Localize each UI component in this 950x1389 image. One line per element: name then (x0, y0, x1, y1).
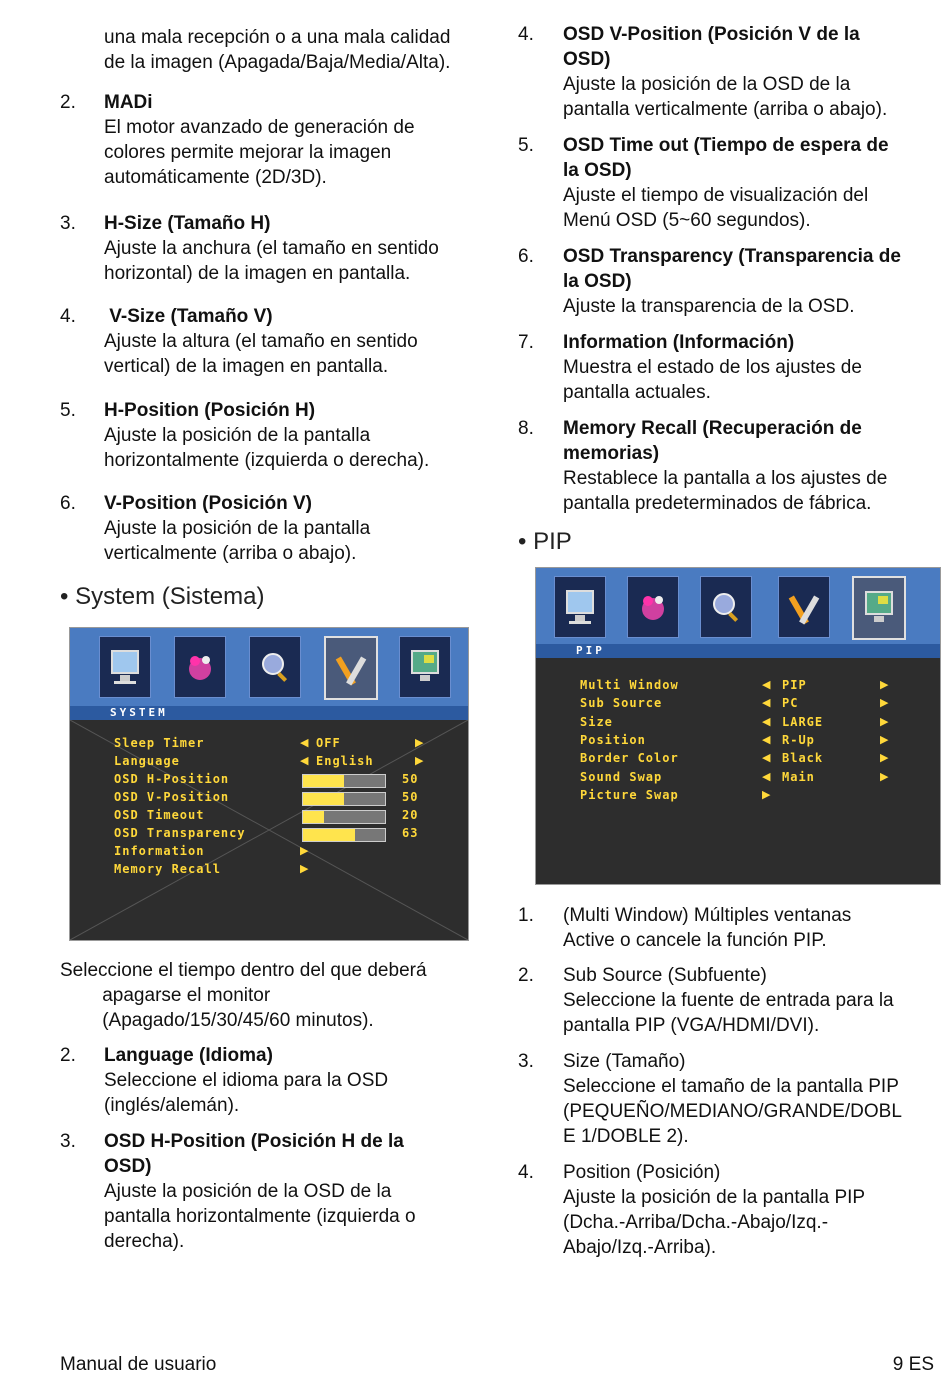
item-number: 3. (518, 1051, 534, 1072)
item-desc: El motor avanzado de generación de colores permite mejorar la imagen automáticamente (2D/3D). (104, 117, 415, 188)
item-desc: Ajuste la posición de la OSD de la pantalla verticalmente (arriba o abajo). (563, 74, 888, 120)
osd-row-label[interactable]: OSD H-Position (114, 772, 230, 786)
pip-monitor-icon (852, 576, 906, 640)
osd-row-label[interactable]: OSD Timeout (114, 808, 205, 822)
item-desc: Restablece la pantalla a los ajustes de pantalla predeterminados de fábrica. (563, 468, 888, 514)
item-desc: Ajuste la anchura (el tamaño en sentido horizontal) de la imagen en pantalla. (104, 238, 439, 284)
osd-icon-strip (70, 628, 468, 706)
osd-row-label[interactable]: Multi Window (580, 678, 679, 692)
arrow-right-icon[interactable]: ▶ (300, 863, 309, 875)
item-number: 2. (60, 92, 76, 113)
item-desc: Ajuste el tiempo de visualización del Menú OSD (5~60 segundos). (563, 185, 869, 231)
item-number: 2. (518, 965, 534, 986)
osd-row-value: 50 (402, 790, 419, 804)
item-title: Information (Información) (563, 332, 795, 353)
arrow-left-icon[interactable]: ◀ (762, 715, 771, 728)
pip-osd-screenshot (535, 567, 941, 885)
osd-slider[interactable] (302, 774, 386, 788)
pip-monitor-icon (399, 636, 451, 698)
item-number: 4. (60, 306, 76, 327)
item-title: OSD H-Position (Posición H de la OSD) (104, 1131, 404, 1177)
item-title: V-Position (Posición V) (104, 493, 312, 514)
pip-heading: • PIP (518, 528, 572, 555)
item-desc: Ajuste la posición de la OSD de la pantalla horizontalmente (izquierda o derecha). (104, 1181, 416, 1252)
item-title: OSD V-Position (Posición V de la OSD) (563, 24, 860, 70)
item-number: 2. (60, 1045, 76, 1066)
osd-row-value: PC (782, 696, 799, 711)
osd-row-label[interactable]: Language (114, 754, 180, 768)
arrow-left-icon[interactable]: ◀ (762, 752, 771, 765)
arrow-left-icon[interactable]: ◀ (762, 697, 771, 710)
arrow-right-icon[interactable]: ▶ (880, 715, 889, 728)
item-desc: Ajuste la altura (el tamaño en sentido vertical) de la imagen en pantalla. (104, 331, 418, 377)
item-desc: Position (Posición) Ajuste la posición de la pantalla PIP (Dcha.-Arriba/Dcha.-Abajo/Izq.- Abajo/Izq.-Arriba). (563, 1162, 866, 1258)
osd-row-value: R-Up (782, 732, 815, 747)
item-title: OSD Time out (Tiempo de espera de la OSD) (563, 135, 889, 181)
arrow-left-icon[interactable]: ◀ (762, 733, 771, 746)
osd-row-label[interactable]: OSD V-Position (114, 790, 230, 804)
item-desc: una mala recepción o a una mala calidad de la imagen (Apagada/Baja/Media/Alta). (104, 27, 451, 73)
color-icon (174, 636, 226, 698)
osd-row-value: LARGE (782, 714, 824, 729)
item-title: H-Position (Posición H) (104, 400, 316, 421)
item-desc: Seleccione el idioma para la OSD (inglés/alemán). (104, 1070, 389, 1116)
tools-icon (778, 576, 830, 638)
osd-icon-strip (536, 568, 940, 644)
arrow-left-icon[interactable]: ◀ (300, 737, 309, 749)
osd-slider-fill (303, 775, 344, 787)
item-number: 3. (60, 213, 76, 234)
arrow-left-icon[interactable]: ◀ (762, 770, 771, 783)
system-osd-screenshot (69, 627, 469, 941)
arrow-right-icon[interactable]: ▶ (762, 788, 771, 801)
arrow-right-icon[interactable]: ▶ (880, 752, 889, 765)
osd-row-label[interactable]: Memory Recall (114, 862, 221, 876)
system-heading: • System (Sistema) (60, 583, 265, 610)
osd-row-label[interactable]: Information (114, 844, 205, 858)
item-title: V-Size (Tamaño V) (104, 306, 273, 327)
osd-row-value: 63 (402, 826, 419, 840)
item-number: 6. (60, 493, 76, 514)
item-desc: Sub Source (Subfuente) Seleccione la fuente de entrada para la pantalla PIP (VGA/HDMI/DVI). (563, 965, 894, 1036)
arrow-left-icon[interactable]: ◀ (300, 755, 309, 767)
item-title: H-Size (Tamaño H) (104, 213, 271, 234)
osd-row-label[interactable]: Sub Source (580, 696, 663, 711)
item-title: Memory Recall (Recuperación de memorias) (563, 418, 862, 464)
monitor-icon (99, 636, 151, 698)
item-number: 5. (518, 135, 534, 156)
osd-slider[interactable] (302, 810, 386, 824)
item-desc: Size (Tamaño) Seleccione el tamaño de la pantalla PIP (PEQUEÑO/MEDIANO/GRANDE/DOBL E 1/DOBLE 2). (563, 1051, 902, 1147)
item-number: 8. (518, 418, 534, 439)
footer-left: Manual de usuario (60, 1354, 217, 1375)
item-number: 5. (60, 400, 76, 421)
osd-title-bar: PIP (536, 644, 940, 658)
item-desc: Ajuste la transparencia de la OSD. (563, 296, 855, 317)
page-number: 9 ES (892, 1354, 934, 1375)
osd-row-value: PIP (782, 678, 807, 692)
arrow-right-icon[interactable]: ▶ (880, 733, 889, 746)
osd-slider-fill (303, 793, 344, 805)
magnifier-icon (249, 636, 301, 698)
osd-row-value: English (316, 754, 374, 768)
color-icon (627, 576, 679, 638)
osd-row-label[interactable]: Size (580, 714, 613, 729)
item-title: Language (Idioma) (104, 1045, 273, 1066)
magnifier-icon (700, 576, 752, 638)
item-number: 4. (518, 1162, 534, 1183)
osd-slider[interactable] (302, 828, 386, 842)
osd-row-label[interactable]: Picture Swap (580, 787, 679, 802)
tools-icon (324, 636, 378, 700)
item-desc: Ajuste la posición de la pantalla horizontalmente (izquierda o derecha). (104, 425, 430, 471)
osd-row-label[interactable]: Position (580, 732, 646, 747)
osd-row-value: 50 (402, 772, 419, 786)
osd-row-label[interactable]: Sleep Timer (114, 736, 205, 750)
item-desc: Muestra el estado de los ajustes de pantalla actuales. (563, 357, 862, 403)
item-number: 1. (518, 905, 534, 926)
osd-row-value: 20 (402, 808, 419, 822)
osd-row-value: OFF (316, 736, 341, 750)
arrow-right-icon[interactable]: ▶ (880, 697, 889, 710)
item-number: 4. (518, 24, 534, 45)
osd-row-label[interactable]: OSD Transparency (114, 826, 246, 840)
item-desc: Ajuste la posición de la pantalla verticalmente (arriba o abajo). (104, 518, 371, 564)
osd-slider[interactable] (302, 792, 386, 806)
item-number: 6. (518, 246, 534, 267)
osd-slider-fill (303, 829, 355, 841)
arrow-right-icon[interactable]: ▶ (880, 770, 889, 783)
item-desc: (Multi Window) Múltiples ventanas Active o cancele la función PIP. (563, 905, 852, 951)
item-title: MADi (104, 92, 153, 113)
item-desc: Seleccione el tiempo dentro del que deberá apagarse el monitor (Apagado/15/30/45/60 minutos). (60, 960, 427, 1031)
osd-row-value: Black (782, 751, 824, 766)
osd-title-bar: SYSTEM (70, 706, 468, 720)
arrow-right-icon[interactable]: ▶ (300, 845, 309, 857)
osd-row-label[interactable]: Border Color (580, 751, 679, 766)
monitor-icon (554, 576, 606, 638)
item-title: OSD Transparency (Transparencia de la OSD) (563, 246, 901, 292)
item-number: 7. (518, 332, 534, 353)
arrow-right-icon[interactable]: ▶ (880, 679, 889, 691)
osd-slider-fill (303, 811, 324, 823)
arrow-left-icon[interactable]: ◀ (762, 679, 771, 691)
arrow-right-icon[interactable]: ▶ (415, 755, 424, 767)
arrow-right-icon[interactable]: ▶ (415, 737, 424, 749)
osd-row-value: Main (782, 769, 815, 784)
item-number: 3. (60, 1131, 76, 1152)
osd-row-label[interactable]: Sound Swap (580, 769, 663, 784)
